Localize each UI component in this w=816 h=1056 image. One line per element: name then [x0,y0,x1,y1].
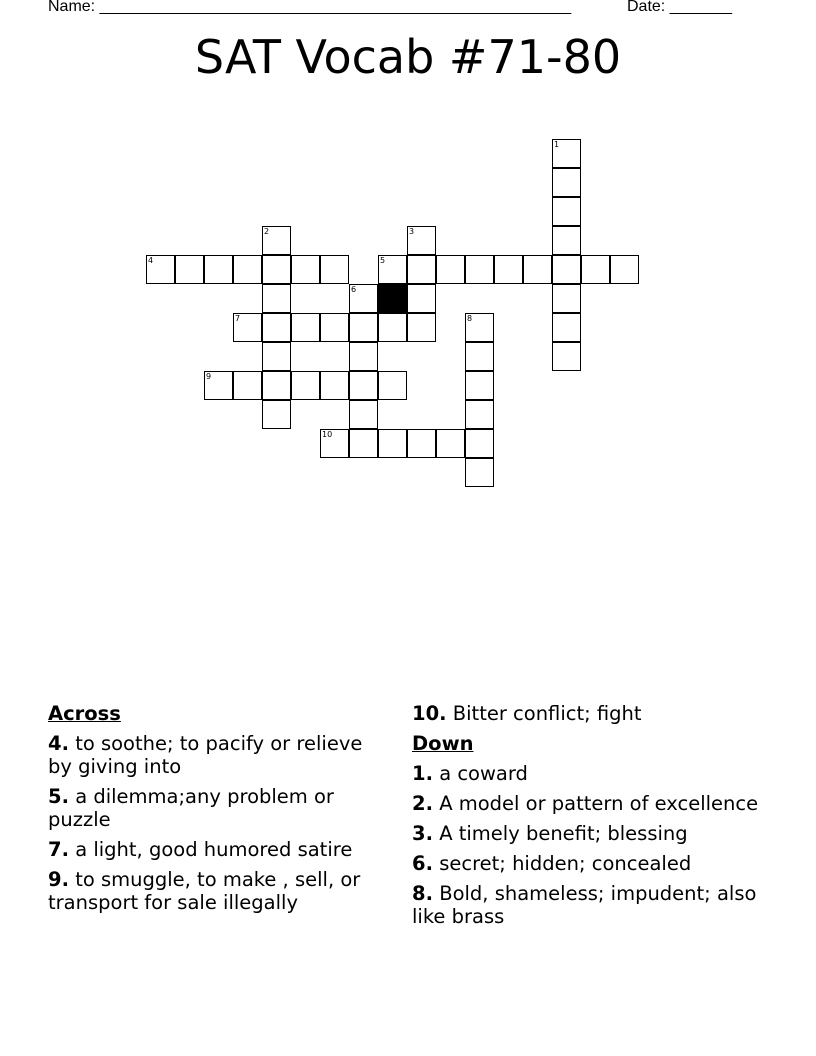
crossword-cell[interactable] [262,284,291,313]
crossword-cell[interactable] [378,313,407,342]
cell-number: 4 [148,256,154,265]
crossword-cell[interactable] [378,371,407,400]
crossword-cell[interactable] [407,429,436,458]
name-field-label: Name: _____________________________________________________ [48,0,572,15]
clue-number: 8. [412,882,433,905]
cell-number: 5 [380,256,386,265]
crossword-cell[interactable] [378,429,407,458]
clues-left-column [48,702,388,921]
clue-down-3 [412,822,772,845]
clue-number: 7. [48,838,69,861]
crossword-cell[interactable] [291,371,320,400]
crossword-cell[interactable] [465,313,494,342]
across-heading: Across [48,702,121,725]
clue-text: A timely benefit; blessing [439,822,688,845]
crossword-cell[interactable] [465,458,494,487]
crossword-cell[interactable] [146,255,175,284]
crossword-cell[interactable] [552,168,581,197]
crossword-cell[interactable] [262,400,291,429]
clue-across-10 [412,702,772,725]
crossword-cell[interactable] [291,255,320,284]
crossword-cell[interactable] [262,313,291,342]
date-field-label: Date: _______ [627,0,732,15]
clue-text: to smuggle, to make , sell, or transport for sale illegally [48,868,361,914]
crossword-cell[interactable] [552,197,581,226]
crossword-cell[interactable] [349,313,378,342]
crossword-grid [0,0,816,500]
crossword-cell[interactable] [349,342,378,371]
crossword-cell[interactable] [465,429,494,458]
crossword-cell[interactable] [320,429,349,458]
crossword-cell[interactable] [349,429,378,458]
crossword-cell[interactable] [262,255,291,284]
clue-text: to soothe; to pacify or relieve by giving into [48,732,363,778]
clue-number: 9. [48,868,69,891]
crossword-cell[interactable] [233,255,262,284]
crossword-cell[interactable] [465,255,494,284]
crossword-cell[interactable] [523,255,552,284]
crossword-cell[interactable] [436,429,465,458]
clue-number: 2. [412,792,433,815]
clue-text: secret; hidden; concealed [439,852,692,875]
clue-number: 4. [48,732,69,755]
cell-number: 6 [351,285,357,294]
crossword-cell[interactable] [320,371,349,400]
clue-text: Bitter conflict; fight [452,702,642,725]
clue-across-9 [48,868,388,914]
crossword-cell[interactable] [204,371,233,400]
crossword-cell[interactable] [320,255,349,284]
crossword-cell[interactable] [262,371,291,400]
clue-text: a light, good humored satire [75,838,353,861]
clue-across-5 [48,785,388,831]
crossword-cell[interactable] [349,371,378,400]
cell-number: 7 [235,314,241,323]
crossword-cell[interactable] [581,255,610,284]
crossword-cell[interactable] [465,342,494,371]
crossword-cell[interactable] [320,313,349,342]
cell-number: 9 [206,372,212,381]
crossword-cell[interactable] [494,255,523,284]
down-heading: Down [412,732,474,755]
cell-number: 1 [554,140,560,149]
crossword-cell[interactable] [204,255,233,284]
crossword-cell[interactable] [175,255,204,284]
clue-down-8 [412,882,772,928]
page-title: SAT Vocab #71-80 [194,30,622,84]
crossword-cell[interactable] [349,284,378,313]
crossword-cell[interactable] [465,400,494,429]
clue-number: 10. [412,702,447,725]
crossword-cell[interactable] [407,226,436,255]
cell-number: 2 [264,227,270,236]
clue-text: Bold, shameless; impudent; also like brass [412,882,757,928]
clue-text: a dilemma;any problem or puzzle [48,785,334,831]
crossword-cell[interactable] [552,284,581,313]
crossword-cell[interactable] [262,226,291,255]
crossword-cell[interactable] [349,400,378,429]
clues-right-column [412,702,772,935]
cell-number: 8 [467,314,473,323]
crossword-black-cell [378,284,407,313]
crossword-cell[interactable] [378,255,407,284]
crossword-cell[interactable] [233,371,262,400]
crossword-cell[interactable] [262,342,291,371]
clue-number: 5. [48,785,69,808]
clue-down-2 [412,792,772,815]
clue-across-7 [48,838,388,861]
clue-down-6 [412,852,772,875]
cell-number: 10 [322,430,333,439]
crossword-cell[interactable] [552,139,581,168]
crossword-cell[interactable] [610,255,639,284]
crossword-cell[interactable] [552,342,581,371]
clue-text: A model or pattern of excellence [439,792,759,815]
crossword-cell[interactable] [291,313,320,342]
crossword-cell[interactable] [407,255,436,284]
crossword-cell[interactable] [407,313,436,342]
clue-number: 1. [412,762,433,785]
clue-text: a coward [439,762,528,785]
crossword-cell[interactable] [552,313,581,342]
crossword-cell[interactable] [552,255,581,284]
crossword-cell[interactable] [407,284,436,313]
clue-number: 6. [412,852,433,875]
clue-number: 3. [412,822,433,845]
crossword-cell[interactable] [552,226,581,255]
crossword-cell[interactable] [465,371,494,400]
clue-down-1 [412,762,772,785]
clue-across-4 [48,732,388,778]
crossword-cell[interactable] [436,255,465,284]
cell-number: 3 [409,227,415,236]
crossword-cell[interactable] [233,313,262,342]
